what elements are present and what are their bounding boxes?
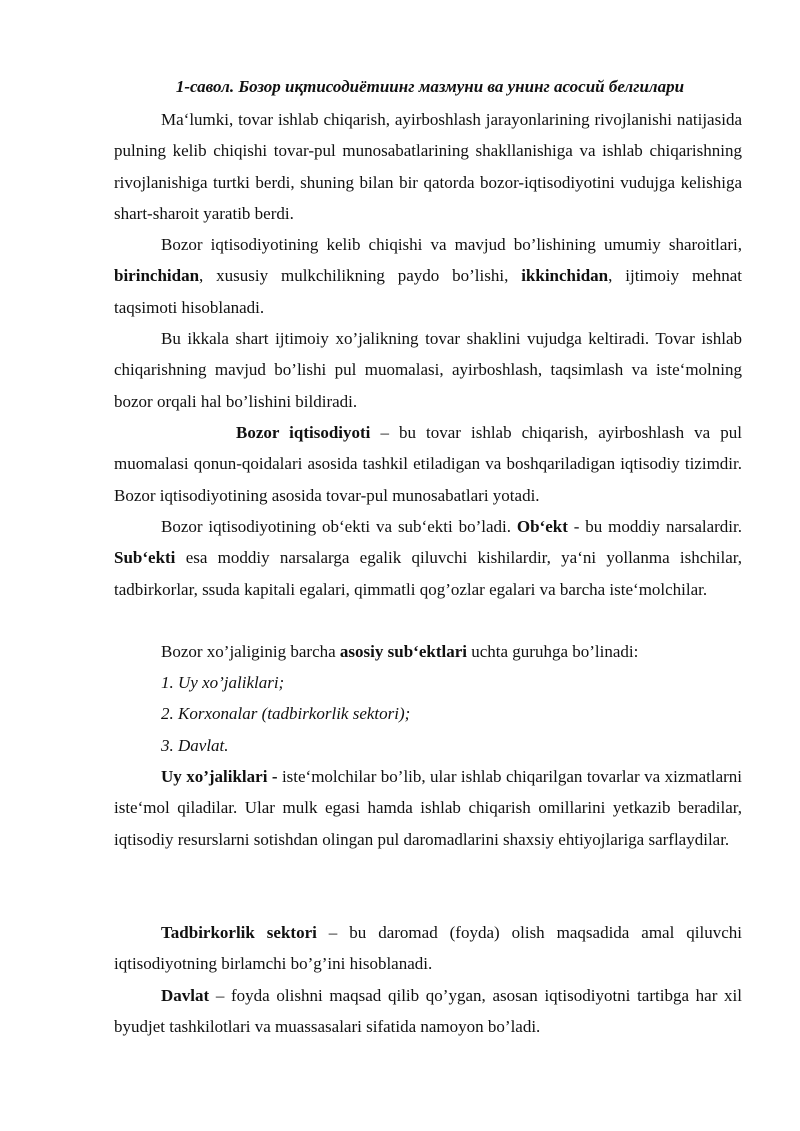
bold-term-asosiy-subektlari: asosiy sub‘ektlari: [339, 642, 467, 661]
text-run: Bozor iqtisodiyotining ob‘ekti va sub‘ekti bo’ladi.: [161, 517, 517, 536]
bold-term-subekti: Sub‘ekti: [114, 548, 176, 568]
text-run: , xususiy mulkchilikning paydo bo’lishi,: [199, 266, 522, 286]
list-item: 1. Uy xo’jaliklari;: [161, 673, 285, 692]
text-run: Bozor iqtisodiyotining kelib chiqishi va mavjud bo’lishining umumiy sharoitlari,: [161, 235, 742, 254]
text-run: esa moddiy narsalarga egalik qiluvchi kishilardir, ya‘ni yollanma ishchilar, tadbirkorlar, ssuda kapitali egalari, qimmatli qog’ozlar egalari va barcha iste‘molchilar.: [114, 548, 742, 599]
text-run: , ijtimoiy mehnat taqsimoti hisoblanadi.: [114, 266, 742, 317]
text-run: – bu daromad (foyda) olish maqsadida amal qiluvchi iqtisodiyotning birlamchi bo’g’ini hisoblanadi.: [114, 923, 742, 974]
text-run: uchta guruhga bo’linadi:: [466, 642, 639, 661]
bold-term-uy-xojaliklari: Uy xo’jaliklari -: [161, 767, 278, 786]
text-run: Bozor xo’jaliginig barcha: [161, 642, 340, 661]
text-run: - bu moddiy narsalardir.: [567, 517, 742, 536]
paragraph-state: [114, 980, 742, 1043]
paragraph-intro: Ma‘lumki, tovar ishlab chiqarish, ayirboshlash jarayonlarining rivojlanishi natijasida pulning kelib chiqishi tovar-pul munosabatlarining shakllanishiga va ishlab chiqarishning rivojlanishiga turtki berdi, shuning bilan bir qatorda bozor-iqtisodiyotini vudujga kelishiga shart-sharoit yaratib berdi.: [114, 110, 742, 223]
paragraph-commodity: Bu ikkala shart ijtimoiy xo’jalikning tovar shaklini vujudga keltiradi. Tovar ishlab chiqarishning mavjud bo’lishi pul muomalasi, ayirboshlash, taqsimlash va iste‘molning bozor orqali hal bo’lishini bildiradi.: [114, 329, 742, 411]
bold-term-davlat: Davlat: [161, 986, 210, 1005]
subjects-list: [161, 667, 410, 761]
bold-term-obekt: Ob‘ekt: [516, 517, 568, 536]
paragraph-households: [114, 761, 742, 855]
text-run: iste‘molchilar bo’lib, ular ishlab chiqarilgan tovarlar va xizmatlarni iste‘mol qiladilar. Ular mulk egasi hamda ishlab chiqarish omillarini yetkazib beradilar, iqtisodiy resurslarni sotishdan olingan pul daromadlarini shaxsiy ehtiyojlariga sarflaydilar.: [114, 767, 743, 849]
bold-term-birinchidan: birinchidan: [114, 266, 200, 286]
question-title: 1-савол. Бозор иқтисодиётиинг мазмуни ва унинг асосий белгилари: [175, 77, 685, 96]
paragraph-object-subject: [114, 511, 742, 605]
text-run: – foyda olishni maqsad qilib qo’ygan, asosan iqtisodiyotni tartibga har xil byudjet tashkilotlari va muassasalari sifatida namoyon bo’ladi.: [114, 986, 742, 1037]
list-item: 2. Korxonalar (tadbirkorlik sektori);: [161, 704, 411, 724]
bold-term-ikkinchidan: ikkinchidan: [521, 266, 609, 286]
bold-term-bozor-iqtisodiyoti: Bozor iqtisodiyoti: [236, 423, 371, 442]
paragraph-main-subjects: [114, 636, 742, 667]
paragraph-business-sector: [114, 917, 742, 980]
paragraph-conditions: [114, 229, 742, 323]
paragraph-definition: [114, 417, 742, 511]
bold-term-tadbirkorlik-sektori: Tadbirkorlik sektori: [161, 923, 317, 942]
text-run: – bu tovar ishlab chiqarish, ayirboshlash va pul muomalasi qonun-qoidalari asosida tashkil etiladigan va boshqariladigan iqtisodiy tizimdir. Bozor iqtisodiyotining asosida tovar-pul munosabatlari yotadi.: [114, 423, 742, 505]
list-item: 3. Davlat.: [161, 735, 229, 755]
